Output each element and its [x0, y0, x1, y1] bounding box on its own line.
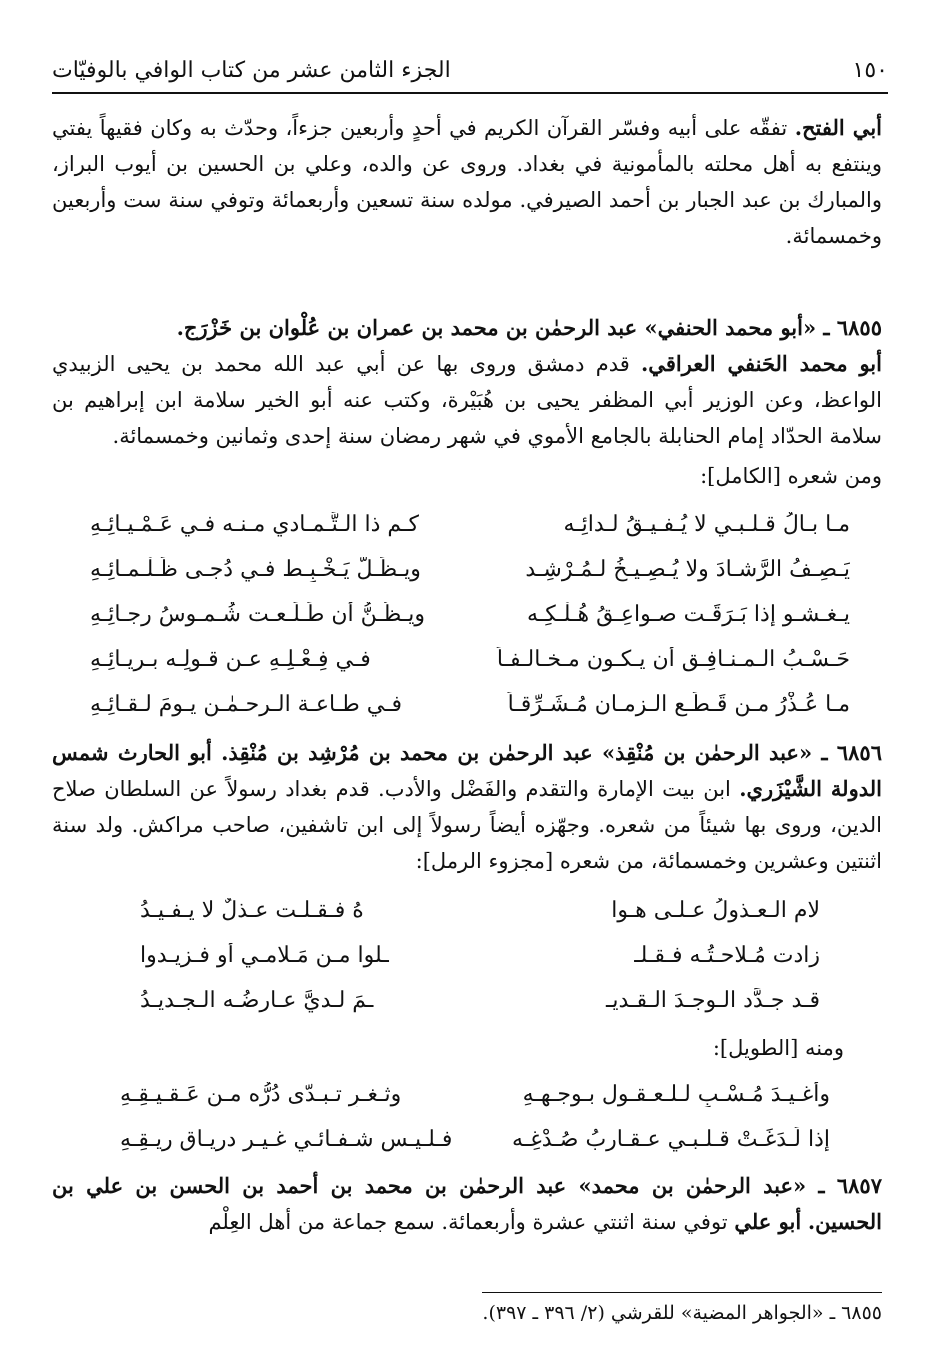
- verse: [90, 547, 850, 592]
- verse-second-half: هُ فـقـلـت عـذلٌ لا يـفـيـدُ: [140, 898, 364, 923]
- intro-text: تفقّه على أبيه وفسّر القرآن الكريم في أحدٍ وأربعين جزءاً، وحدّث به وكان فقيهاً يفتي وينتفع به أهل محلته بالمأمونية في بغداد. وروى عن والده، وعلي بن الحسين بن أيوب البراز، والمبارك بن عبد الجبار بن أحمد الصيرفي. مولده سنة تسعين وأربعمائة وتوفي سنة ست وأربعين وخمسمائة.: [52, 116, 882, 248]
- running-title: الجزء الثامن عشر من كتاب الوافي بالوفيّات: [52, 57, 451, 83]
- verse-second-half: فـي طـاعـة الـرحـمٰـن يـومَ لـقـائِـهِ: [90, 692, 402, 717]
- page-number: ١٥٠: [852, 57, 888, 83]
- poem-6856-b: [120, 1072, 830, 1162]
- entry-6856-title: ٦٨٥٦ ـ «عبد الرحمٰن بن مُنْقِذ» عبد الرحمٰن بن محمد بن مُرْشِد بن مُنْقِذ. أبو الحارث شمس الدولة الشَّيْزَري.: [52, 740, 882, 801]
- verse-second-half: فـلـيـس شـفـائـي غـيـر دريـاق ريـقِـهِ: [120, 1127, 453, 1152]
- verse-first-half: يَـصِـفُ الرَّشـادَ ولا يُـصِـيـخُ لـمُـرْشِـد: [525, 557, 850, 582]
- verse: [90, 592, 850, 637]
- poem-6856-a: [140, 888, 820, 1023]
- verse: [140, 978, 820, 1023]
- verse-first-half: يـغـشـو إذا بَـرَقَـت صـواعِـقُ هُـلْـكِـه: [526, 602, 850, 627]
- verse: [90, 637, 850, 682]
- poem-intro-6856: ومنه [الطويل]:: [712, 1036, 844, 1060]
- entry-6857: [52, 1168, 882, 1240]
- verse: [90, 502, 850, 547]
- verse: [90, 682, 850, 727]
- entry-6855-text: قدم دمشق وروى بها عن أبي عبد الله محمد بن يحيى الزبيدي الواعظ، وعن الوزير أبي المظفر يحيى بن هُبَيْرة، وكتب عنه أبو الخير سلامة ابن إبراهيم بن سلامة الحدّاد إمام الحنابلة بالجامع الأموي في شهر رمضان سنة إحدى وثمانين وخمسمائة.: [52, 352, 882, 448]
- verse-first-half: لام الـعـذولُ عـلـى هـوا: [611, 898, 820, 923]
- header-rule: [52, 92, 888, 94]
- verse: [140, 888, 820, 933]
- entry-6856: [52, 735, 882, 879]
- verse: [120, 1117, 830, 1162]
- entry-6855-lead: أبو محمد الحَنفي العراقي.: [641, 351, 882, 376]
- verse-second-half: وثـغـرٍ تـبـدّى دُرُّه مـن عَـقـيـقِـهِ: [120, 1082, 402, 1107]
- verse-second-half: ويـظُـنُّ أن طَـلَـعـت شُـمـوسُ رجـائِـهِ: [90, 602, 426, 627]
- verse-first-half: زادت مُـلاحـتُـه فـقـلـ: [634, 943, 820, 968]
- intro-paragraph: [52, 110, 882, 254]
- verse-first-half: إذا لَـدَغَـتْ قـلـبـي عـقـاربُ صُـدْغِـه: [512, 1127, 830, 1152]
- verse-first-half: وأغـيـدَ مُـسْـبٍ لـلـعـقـول بـوجـهِـهِ: [522, 1082, 830, 1107]
- intro-lead: أبي الفتح.: [794, 115, 882, 140]
- entry-6856-text: ابن بيت الإمارة والتقدم والفَضْل والأدب. قدم بغداد رسولاً عن السلطان صلاح الدين، وروى بها شيئاً من شعره. وجهّزه أيضاً رسولاً إلى ابن تاشفين، صاحب مراكش. ولد سنة اثنتين وعشرين وخمسمائة، من شعره [مجزوء الرمل]:: [52, 777, 883, 873]
- verse-second-half: فـي فِـعْـلِـهِ عـن قـولِـه بـريـائِـهِ: [90, 647, 371, 672]
- entry-6857-lead: أبو علي: [734, 1209, 802, 1234]
- entry-6855-title: ٦٨٥٥ ـ «أبو محمد الحنفي» عبد الرحمٰن بن محمد بن عمران بن عُلْوان بن خَزْرَج.: [176, 315, 882, 340]
- verse-first-half: حَـسْـبُ الـمـنـافِـق أن يـكـون مـخـالـفـاً: [496, 647, 850, 672]
- footnote-rule: [482, 1292, 882, 1293]
- verse-second-half: كـم ذا الـتَّـمـادي مـنـه فـي عَـمْـيـائِـهِ: [90, 512, 419, 537]
- verse-second-half: ـلوا مـن مَـلامـي أو فـزيـدوا: [140, 943, 389, 968]
- verse-first-half: مـا عُـذْرُ مـن قَـطَـع الـزمـان مُـشَـرِّقـاً: [507, 692, 850, 717]
- entry-6855: [52, 310, 882, 454]
- entry-6857-title: ٦٨٥٧ ـ «عبد الرحمٰن بن محمد» عبد الرحمٰن بن محمد بن أحمد بن الحسن بن علي بن الحسين.: [52, 1173, 882, 1234]
- verse-first-half: قـد جـدَّد الـوجـدَ الـقـديـ: [605, 988, 820, 1013]
- poem-intro-6855: ومن شعره [الكامل]:: [700, 464, 882, 488]
- entry-6857-text: توفي سنة اثنتي عشرة وأربعمائة. سمع جماعة من أهل العِلْم: [208, 1210, 728, 1234]
- footnote: ٦٨٥٥ ـ «الجواهر المضية» للقرشي (٢/ ٣٩٦ ـ ٣٩٧).: [482, 1302, 882, 1324]
- page-header: [52, 50, 888, 90]
- verse: [140, 933, 820, 978]
- verse-second-half: ويـظَـلُّ يَـخْـبِـط فـي دُجـى ظَـلْـمـائِـهِ: [90, 557, 421, 582]
- poem-6855: [90, 502, 850, 727]
- verse-first-half: مـا بـالُ قـلـبـي لا يُـفـيـقُ لـدائِـه: [563, 512, 850, 537]
- verse-second-half: ـمَ لـديَّ عـارضُـه الـجـديـدُ: [140, 988, 374, 1013]
- verse: [120, 1072, 830, 1117]
